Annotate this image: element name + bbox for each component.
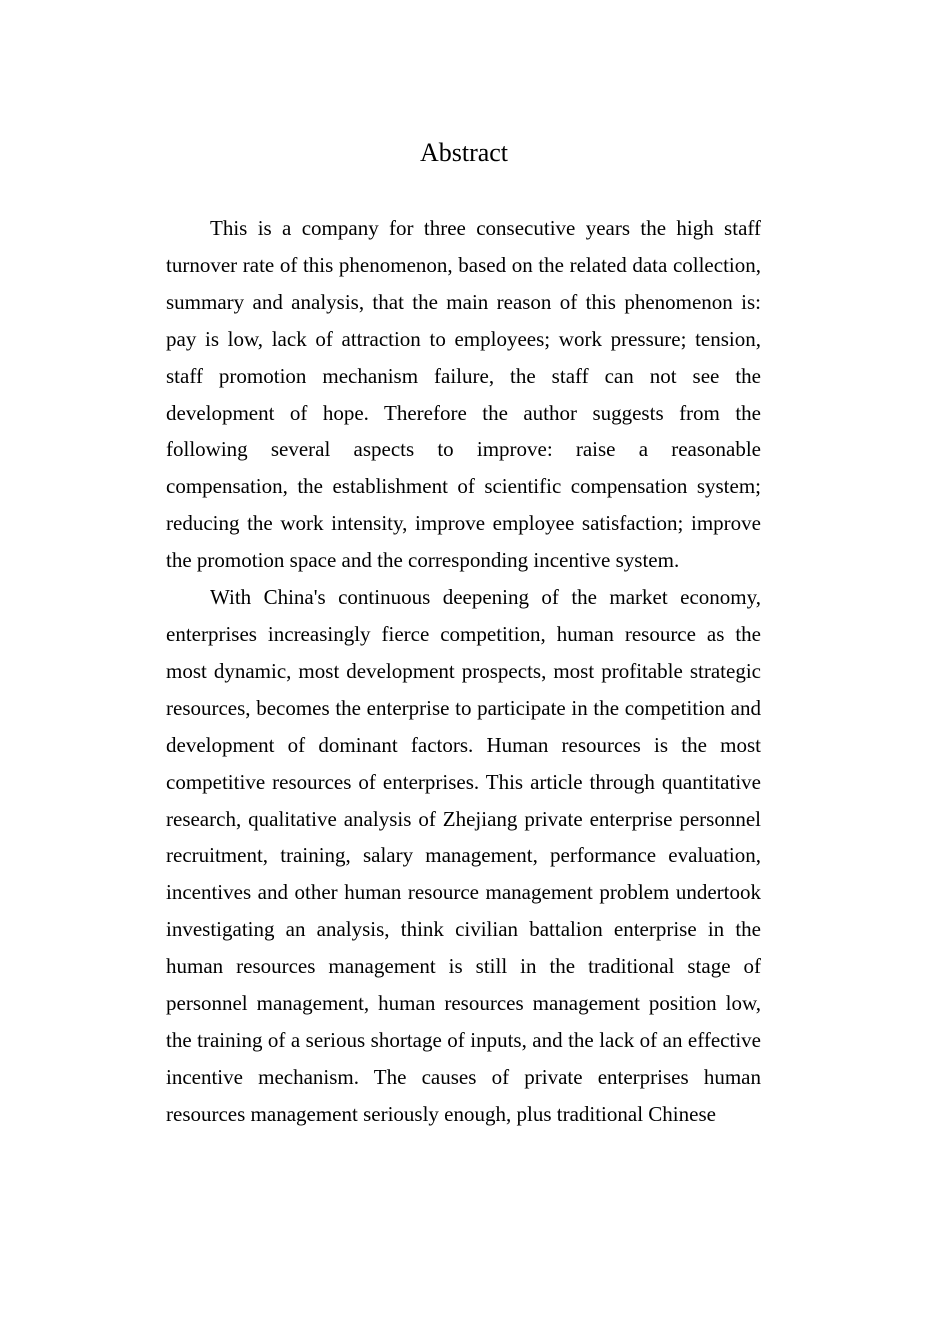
abstract-paragraph-1: This is a company for three consecutive years the high staff turnover rate of this phenomenon, based on the related data collection, summary and analysis, that the main reason of this phenomenon is: pay is low, lack of attraction to employees; work pressure; tension, staff promotion mechanism failure, the staff can not see the development of hope. Therefore the author suggests from the following several aspects to improve: raise a reasonable compensation, the establishment of scientific compensation system; reducing the work intensity, improve employee satisfaction; improve the promotion space and the corresponding incentive system. — [166, 216, 761, 573]
page-title: Abstract — [419, 138, 509, 167]
abstract-body — [166, 210, 761, 1133]
abstract-paragraph-2: With China's continuous deepening of the market economy, enterprises increasingly fierce competition, human resource as the most dynamic, most development prospects, most profitable strategic resources, becomes the enterprise to participate in the competition and development of dominant factors. Human resources is the most competitive resources of enterprises. This article through quantitative research, qualitative analysis of Zhejiang private enterprise personnel recruitment, training, salary management, performance evaluation, incentives and other human resource management problem undertook investigating an analysis, think civilian battalion enterprise in the human resources management is still in the traditional stage of personnel management, human resources management position low, the training of a serious shortage of inputs, and the lack of an effective incentive mechanism. The causes of private enterprises human resources management seriously enough, plus traditional Chinese — [166, 585, 761, 1126]
